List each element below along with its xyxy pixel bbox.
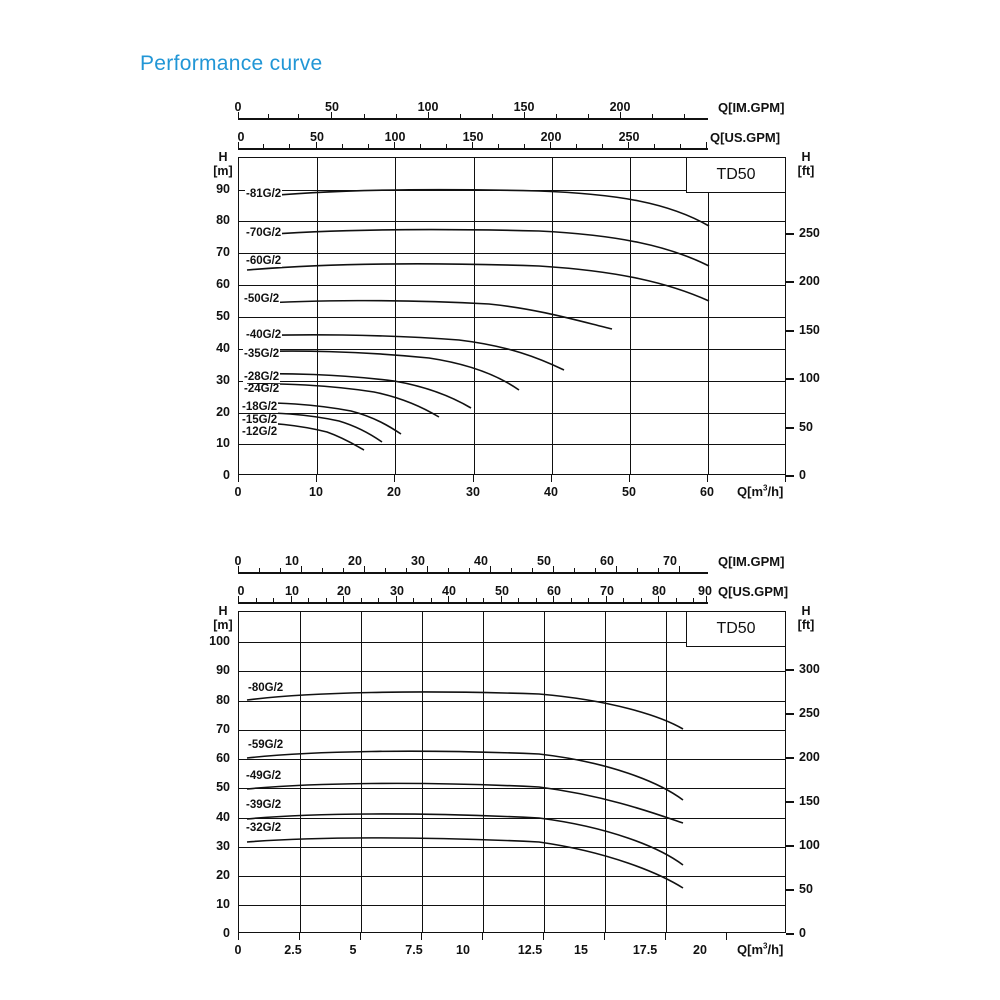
chart1-right-tick: 150 (799, 323, 820, 337)
chart1-left-tick: 0 (223, 468, 230, 482)
chart1-curve-label: -40G/2 (246, 329, 282, 341)
chart2-top1-tick: 50 (537, 554, 551, 568)
chart1-top2-tick: 0 (237, 130, 245, 144)
chart1-top2-axis-title: Q[US.GPM] (710, 130, 781, 145)
chart2-top2-tick: 40 (442, 584, 456, 598)
chart2-bottom-tick: 2.5 (284, 943, 302, 957)
chart1-curve-label: -81G/2 (246, 188, 282, 200)
page-title: Performance curve (140, 52, 323, 75)
chart1-bottom-tick: 60 (700, 485, 714, 499)
chart2-curve-label: -49G/2 (246, 770, 282, 782)
chart2-top1-tick: 60 (600, 554, 614, 568)
chart1-left-tick: 70 (216, 245, 230, 259)
chart2-bottom-axis-title-text: $Q[m^3/h]$ (737, 942, 784, 958)
chart2-curve-label: -80G/2 (248, 682, 284, 694)
chart2-top2-tick: 50 (495, 584, 509, 598)
chart2-right-tick: 50 (799, 882, 813, 896)
chart2-top2-tick: 10 (285, 584, 299, 598)
chart2-bottom-tick: 17.5 (632, 943, 658, 957)
chart1-left-tick: 40 (216, 341, 230, 355)
chart2-top2-tick: 70 (600, 584, 614, 598)
chart2-right-tick: 100 (799, 838, 820, 852)
chart2-top1-tick: 30 (411, 554, 425, 568)
chart1-top2-tick: 150 (462, 130, 484, 144)
chart2-top1-axis-title: Q[IM.GPM] (718, 554, 785, 569)
chart2-curve-label: -59G/2 (248, 739, 284, 751)
chart1-model-label: TD50 (716, 166, 756, 183)
chart2-top2-axis-title: Q[US.GPM] (718, 584, 789, 599)
chart2-left-tick: 80 (216, 693, 230, 707)
chart2-left-tick: 40 (216, 810, 230, 824)
chart2-left-axis-title (210, 604, 236, 632)
chart1-left-h: H (218, 150, 228, 164)
chart1-right-ft: [ft] (797, 164, 815, 178)
chart2-right-tick: 0 (799, 926, 806, 940)
chart1-curve-label: -15G/2 (242, 414, 278, 426)
chart1-left-tick: 60 (216, 277, 230, 291)
chart2-curves (239, 612, 787, 934)
chart1-right-tick: 100 (799, 371, 820, 385)
chart2-left-h: H (218, 604, 228, 618)
chart2-curve-label: -39G/2 (246, 799, 282, 811)
chart2-left-tick: 70 (216, 722, 230, 736)
chart1-right-tick: 250 (799, 226, 820, 240)
chart1-curve-label: -35G/2 (244, 348, 280, 360)
chart2-bottom-tick: 12.5 (517, 943, 543, 957)
chart2-top1-tick: 20 (348, 554, 362, 568)
chart2-top1-tick: 0 (234, 554, 242, 568)
chart1-top1-axis-title: Q[IM.GPM] (718, 100, 785, 115)
chart2-top1-tick: 40 (474, 554, 488, 568)
chart2-top2-tick: 90 (698, 584, 712, 598)
chart2-top1-tick: 10 (285, 554, 299, 568)
chart2-bottom-tick: 7.5 (405, 943, 423, 957)
chart2-left-tick: 100 (209, 634, 230, 648)
chart2-right-tick: 300 (799, 662, 820, 676)
chart1-bottom-tick: 20 (387, 485, 401, 499)
chart2-left-tick: 60 (216, 751, 230, 765)
chart1-right-tick: 50 (799, 420, 813, 434)
chart2-top2-tick: 60 (547, 584, 561, 598)
chart2-top2-tick: 20 (337, 584, 351, 598)
chart2-top2-tick: 30 (390, 584, 404, 598)
chart1-top2-tick: 100 (384, 130, 406, 144)
chart2-model-label: TD50 (716, 620, 756, 637)
chart2-left-tick: 10 (216, 897, 230, 911)
chart2-right-tick: 150 (799, 794, 820, 808)
chart1-left-tick: 10 (216, 436, 230, 450)
chart2-left-tick: 20 (216, 868, 230, 882)
chart1-curve-label: -60G/2 (246, 255, 282, 267)
chart2-top2-tick: 80 (652, 584, 666, 598)
chart1-top1-tick: 150 (513, 100, 535, 114)
chart1-left-tick: 90 (216, 182, 230, 196)
chart1-top1-tick: 200 (609, 100, 631, 114)
chart2-right-tick: 200 (799, 750, 820, 764)
chart1-top1-tick: 50 (325, 100, 339, 114)
chart2-left-tick: 0 (223, 926, 230, 940)
chart2-model-badge (686, 611, 786, 647)
chart1-left-tick: 80 (216, 213, 230, 227)
chart1-left-tick: 20 (216, 405, 230, 419)
chart2-right-tick: 250 (799, 706, 820, 720)
chart1-bottom-tick: 40 (544, 485, 558, 499)
chart2-top2-tick: 0 (237, 584, 245, 598)
chart1-top2-tick: 250 (618, 130, 640, 144)
chart2-bottom-tick: 10 (456, 943, 470, 957)
chart2-bottom-tick: 15 (574, 943, 588, 957)
chart2-left-m: [m] (213, 618, 233, 632)
chart1-right-tick: 0 (799, 468, 806, 482)
chart1-top1-tick: 100 (417, 100, 439, 114)
chart2-curve-label: -32G/2 (246, 822, 282, 834)
chart2-right-ft: [ft] (797, 618, 815, 632)
chart1-bottom-tick: 10 (309, 485, 323, 499)
chart1-curve-label: -70G/2 (246, 227, 282, 239)
chart1-curve-label: -18G/2 (242, 401, 278, 413)
chart2-bottom-tick: 5 (349, 943, 357, 957)
chart2-left-tick: 50 (216, 780, 230, 794)
chart2-bottom-tick: 0 (234, 943, 242, 957)
chart1-top2-tick: 200 (540, 130, 562, 144)
chart2-left-tick: 90 (216, 663, 230, 677)
chart1-top2-tick: 50 (310, 130, 324, 144)
chart1-left-m: [m] (213, 164, 233, 178)
chart2-top1-tick: 70 (663, 554, 677, 568)
chart1-right-h: H (801, 150, 811, 164)
chart1-curve-label: -12G/2 (242, 426, 278, 438)
chart2-plot-area (238, 611, 786, 933)
chart1-left-tick: 30 (216, 373, 230, 387)
chart1-bottom-tick: 0 (234, 485, 242, 499)
chart2-right-axis-title (793, 604, 819, 632)
chart1-right-tick: 200 (799, 274, 820, 288)
chart2-bottom-axis-title (737, 942, 783, 957)
chart1-top1-tick: 0 (234, 100, 242, 114)
chart1-bottom-axis-title-text: $Q[m^3/h]$ (737, 484, 784, 500)
chart2-bottom-tick: 20 (693, 943, 707, 957)
chart1-left-tick: 50 (216, 309, 230, 323)
chart1-bottom-tick: 50 (622, 485, 636, 499)
chart2-left-tick: 30 (216, 839, 230, 853)
chart2-right-h: H (801, 604, 811, 618)
chart1-curve-label: -28G/2 (244, 371, 280, 383)
chart1-curve-label: -24G/2 (244, 383, 280, 395)
chart1-curve-label: -50G/2 (244, 293, 280, 305)
chart1-bottom-tick: 30 (466, 485, 480, 499)
